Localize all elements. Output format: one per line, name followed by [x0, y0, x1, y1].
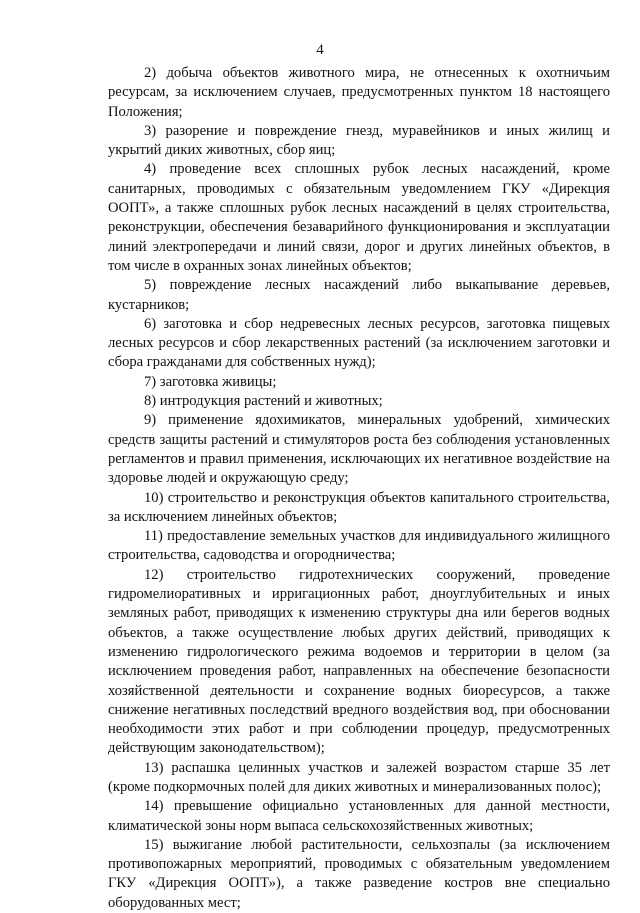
list-item-13: 13) распашка целинных участков и залежей возрастом старше 35 лет (кроме подкормочных полей для диких животных и минерализованных полос);	[108, 759, 610, 795]
list-item-8: 8) интродукция растений и животных;	[144, 393, 383, 410]
page-number: 4	[316, 42, 324, 58]
list-item-2: 2) добыча объектов животного мира, не отнесенных к охотничьим ресурсам, за исключением случаев, предусмотренных пунктом 18 настоящего Положения;	[108, 65, 610, 120]
list-item-5: 5) повреждение лесных насаждений либо выкапывание деревьев, кустарников;	[108, 277, 610, 313]
list-item-11: 11) предоставление земельных участков для индивидуального жилищного строительства, садоводства и огородничества;	[108, 528, 610, 564]
list-item-10: 10) строительство и реконструкция объектов капитального строительства, за исключением линейных объектов;	[108, 489, 610, 525]
document-body	[108, 64, 610, 913]
list-item-3: 3) разорение и повреждение гнезд, муравейников и иных жилищ и укрытий диких животных, сбор яиц;	[108, 122, 610, 159]
list-item-15: 15) выжигание любой растительности, сельхозпалы (за исключением противопожарных мероприятий, проводимых с обязательным уведомлением ГКУ «Дирекция ООПТ»), а также разведение костров вне специально оборудованных мест;	[108, 836, 610, 911]
list-item-6: 6) заготовка и сбор недревесных лесных ресурсов, заготовка пищевых лесных ресурсов и сбор лекарственных растений (за исключением заготовки и сбора гражданами для собственных нужд);	[108, 315, 610, 371]
list-item-4: 4) проведение всех сплошных рубок лесных насаждений, кроме санитарных, проводимых с обязательным уведомлением ГКУ «Дирекция ООПТ», а также сплошных рубок лесных насаждений в целях строительства, реконструкции, обеспечения безаварийного функционирования и эксплуатации линий электропередачи и линий связи, дорог и других линейных объектов, в том числе в охранных зонах линейных объектов;	[108, 161, 610, 274]
list-item-14: 14) превышение официально установленных для данной местности, климатической зоны норм выпаса сельскохозяйственных животных;	[108, 798, 610, 834]
list-item-9: 9) применение ядохимикатов, минеральных удобрений, химических средств защиты растений и стимуляторов роста без соблюдения установленных регламентов и правил применения, исключающих их негативное воздействие на здоровье людей и окружающую среду;	[108, 412, 610, 487]
list-item-7: 7) заготовка живицы;	[144, 373, 277, 390]
list-item-12: 12) строительство гидротехнических сооружений, проведение гидромелиоративных и ирригационных работ, дноуглубительных и иных земляных работ, приводящих к изменению структуры дна или берегов водных объектов, а также осуществление любых других действий, приводящих к изменению гидрологического режима водоемов и территории в целом (за исключением проведения работ, направленных на обеспечение безопасности хозяйственной деятельности и сохранение водных биоресурсов, а также снижение негативных последствий вредного воздействия вод, при обосновании необходимости этих работ и при соблюдении процедур, предусмотренных действующим законодательством);	[108, 566, 610, 757]
